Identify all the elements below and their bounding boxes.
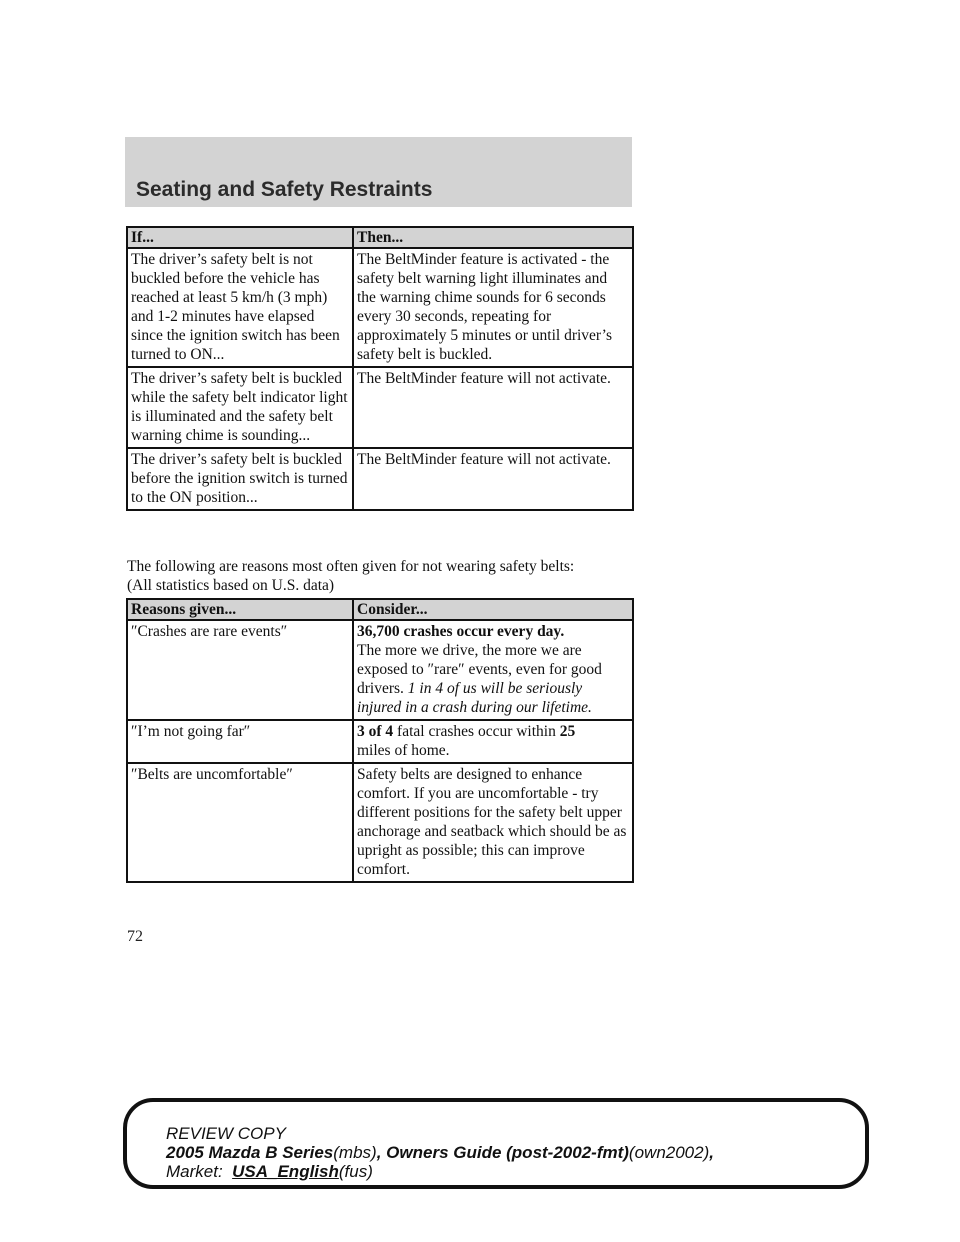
table-header-row xyxy=(127,599,633,620)
then-cell: The BeltMinder feature will not activate. xyxy=(353,367,633,448)
table-row xyxy=(127,620,633,720)
market-label: Market: xyxy=(166,1162,233,1181)
column-header-reasons: Reasons given... xyxy=(127,599,353,620)
review-copy-text xyxy=(166,1124,714,1181)
column-header-if: If... xyxy=(127,227,353,248)
if-cell: The driver’s safety belt is buckled before the ignition switch is turned to the ON position... xyxy=(127,448,353,510)
reason-cell: ″Crashes are rare events″ xyxy=(127,620,353,720)
reasons-table xyxy=(126,598,634,883)
if-cell: The driver’s safety belt is buckled while the safety belt indicator light is illuminated and the safety belt warning chime is sounding... xyxy=(127,367,353,448)
column-header-then: Then... xyxy=(353,227,633,248)
consider-text: fatal crashes occur within xyxy=(393,723,560,740)
review-line xyxy=(166,1162,714,1181)
consider-italic-text: 1 in 4 of us will be seriously injured in a crash during our lifetime. xyxy=(357,680,592,716)
review-line: REVIEW COPY xyxy=(166,1124,286,1143)
then-cell: The BeltMinder feature will not activate. xyxy=(353,448,633,510)
model-code: (mbs) xyxy=(333,1143,377,1162)
section-title: Seating and Safety Restraints xyxy=(136,178,433,201)
market-code: (fus) xyxy=(338,1162,373,1181)
reason-cell: ″Belts are uncomfortable″ xyxy=(127,763,353,882)
review-line xyxy=(166,1143,714,1162)
consider-cell: Safety belts are designed to enhance comfort. If you are uncomfortable - try different positions for the safety belt upper anchorage and seatback which should be as upright as possible; this can improve comfort. xyxy=(353,763,633,882)
reason-cell: ″I’m not going far″ xyxy=(127,720,353,763)
guide-name: , Owners Guide (post-2002-fmt) xyxy=(376,1143,629,1162)
consider-bold-text: 36,700 crashes occur every day. xyxy=(357,623,565,640)
consider-text: miles of home. xyxy=(357,742,450,759)
consider-cell xyxy=(353,620,633,720)
consider-bold-text: 25 xyxy=(559,723,576,740)
beltminder-table xyxy=(126,226,634,511)
intro-paragraph xyxy=(127,557,647,595)
intro-line: The following are reasons most often given for not wearing safety belts: xyxy=(127,558,575,575)
intro-line: (All statistics based on U.S. data) xyxy=(127,577,335,594)
table-row xyxy=(127,763,633,882)
guide-code: (own2002) xyxy=(628,1143,710,1162)
table-row xyxy=(127,448,633,510)
consider-bold-text: 3 of 4 xyxy=(357,723,394,740)
consider-text: The more we drive, the more we are exposed to ″rare″ events, even for good drivers. xyxy=(357,642,602,697)
table-header-row xyxy=(127,227,633,248)
table-row xyxy=(127,367,633,448)
separator: , xyxy=(709,1143,714,1162)
table-row xyxy=(127,248,633,367)
table-row xyxy=(127,720,633,763)
page-number: 72 xyxy=(127,928,143,945)
consider-cell xyxy=(353,720,633,763)
column-header-consider: Consider... xyxy=(353,599,633,620)
market-name: USA_English xyxy=(232,1162,339,1181)
if-cell: The driver’s safety belt is not buckled before the vehicle has reached at least 5 km/h (3 mph) and 1-2 minutes have elapsed since the ignition switch has been turned to ON... xyxy=(127,248,353,367)
then-cell: The BeltMinder feature is activated - the safety belt warning light illuminates and the warning chime sounds for 6 seconds every 30 seconds, repeating for approximately 5 minutes or until driver’s safety belt is buckled. xyxy=(353,248,633,367)
model-name: 2005 Mazda B Series xyxy=(166,1143,334,1162)
